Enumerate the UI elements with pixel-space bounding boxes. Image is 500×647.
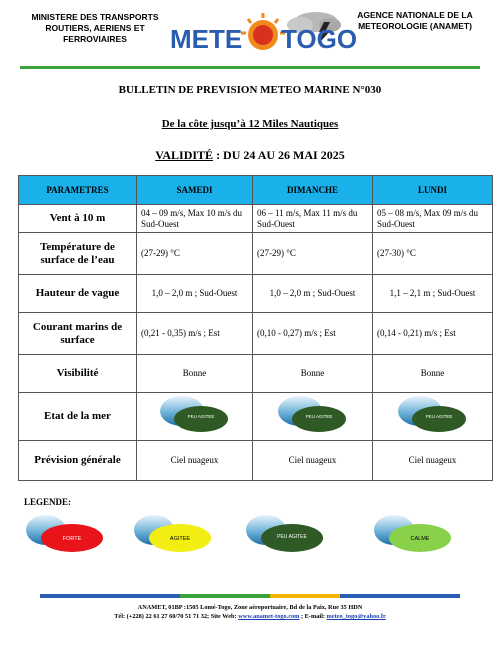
sea-state-cell	[253, 393, 373, 441]
legend-item-agitee	[132, 512, 214, 556]
validity-line	[0, 148, 500, 163]
logo-text-left: METE	[170, 24, 243, 54]
column-header: DIMANCHE	[253, 176, 373, 205]
sea-state-cell	[137, 393, 253, 441]
value-cell: Ciel nuageux	[373, 441, 493, 481]
param-cell: Courant marins de surface	[19, 313, 137, 355]
table-row	[19, 313, 493, 355]
legend-label: PEU AGITEE	[277, 534, 307, 540]
footer-address: ANAMET, 01BP :1505 Lomé-Togo, Zone aéroportuaire, Bd de la Paix, Rue 35 HDN	[137, 604, 363, 611]
table-row	[19, 355, 493, 393]
bulletin-title: BULLETIN DE PREVISION METEO MARINE N°030	[118, 84, 382, 96]
table-row	[19, 441, 493, 481]
value-cell: (27-30) °C	[373, 233, 493, 275]
validity-label: VALIDITÉ	[155, 148, 214, 162]
table-row	[19, 393, 493, 441]
sea-state-cell	[373, 393, 493, 441]
sea-state-badge	[158, 394, 232, 434]
sea-state-label: PEU AGITEE	[305, 414, 332, 419]
sea-state-label: PEU AGITEE	[187, 414, 214, 419]
legend-label: AGITEE	[169, 536, 191, 542]
agency-name	[350, 10, 480, 32]
logo-text-right: TOGO	[281, 24, 358, 54]
legend-label: FORTE	[62, 536, 82, 542]
legend-item-peu-agitee	[244, 512, 326, 556]
param-cell: Visibilité	[19, 355, 137, 393]
value-cell: Bonne	[373, 355, 493, 393]
column-header: SAMEDI	[137, 176, 253, 205]
table-header-row	[19, 176, 493, 205]
value-cell: Bonne	[253, 355, 373, 393]
table-row	[19, 233, 493, 275]
value-cell: Bonne	[137, 355, 253, 393]
agency-line-2: METEOROLOGIE (ANAMET)	[358, 21, 472, 31]
column-header: LUNDI	[373, 176, 493, 205]
value-cell: (0,10 - 0,27) m/s ; Est	[253, 313, 373, 355]
value-cell: Ciel nuageux	[137, 441, 253, 481]
value-cell: 04 – 09 m/s, Max 10 m/s du Sud-Ouest	[137, 205, 253, 233]
value-cell: 06 – 11 m/s, Max 11 m/s du Sud-Ouest	[253, 205, 373, 233]
legend-label: CALME	[410, 536, 430, 542]
param-cell: Température de surface de l’eau	[19, 233, 137, 275]
value-cell: 1,1 – 2,1 m ; Sud-Ouest	[373, 275, 493, 313]
email-link[interactable]: meteo_togo@yahoo.fr	[326, 613, 386, 620]
value-cell: Ciel nuageux	[253, 441, 373, 481]
value-cell: 1,0 – 2,0 m ; Sud-Ouest	[253, 275, 373, 313]
param-cell: Vent à 10 m	[19, 205, 137, 233]
agency-line-1: AGENCE NATIONALE DE LA	[357, 10, 473, 20]
legend-item-forte	[24, 512, 106, 556]
footer-color-bar	[40, 594, 460, 598]
sea-state-badge	[396, 394, 470, 434]
forecast-table	[18, 175, 493, 481]
param-cell: Etat de la mer	[19, 393, 137, 441]
footer-phone: Tél: (+228) 22 61 27 60/70 51 71 32; Site Web:	[114, 613, 239, 620]
value-cell: (0,14 - 0,21) m/s ; Est	[373, 313, 493, 355]
value-cell: (0,21 - 0,35) m/s ; Est	[137, 313, 253, 355]
meteo-togo-logo	[168, 8, 358, 58]
param-cell: Hauteur de vague	[19, 275, 137, 313]
ministry-line-2: ROUTIERS, AERIENS ET FERROVIAIRES	[45, 23, 145, 44]
value-cell: 05 – 08 m/s, Max 09 m/s du Sud-Ouest	[373, 205, 493, 233]
website-link[interactable]: www.anamet-togo.com	[238, 613, 300, 620]
legend-title: LEGENDE:	[24, 497, 72, 507]
table-row	[19, 275, 493, 313]
table-row	[19, 205, 493, 233]
value-cell: 1,0 – 2,0 m ; Sud-Ouest	[137, 275, 253, 313]
param-cell: Prévision générale	[19, 441, 137, 481]
value-cell: (27-29) °C	[253, 233, 373, 275]
zone-subtitle: De la côte jusqu’à 12 Miles Nautiques	[161, 118, 339, 130]
sea-state-label: PEU AGITEE	[425, 414, 452, 419]
footer-email-prefix: ; E-mail:	[299, 613, 327, 620]
sea-state-badge	[276, 394, 350, 434]
ministry-line-1: MINISTERE DES TRANSPORTS	[31, 12, 159, 22]
sun-icon	[241, 13, 285, 50]
header-divider	[20, 66, 480, 69]
column-header: PARAMETRES	[19, 176, 137, 205]
value-cell: (27-29) °C	[137, 233, 253, 275]
footer-contact	[0, 613, 500, 620]
validity-value: : DU 24 AU 26 MAI 2025	[213, 148, 345, 162]
ministry-name	[20, 12, 170, 45]
legend-item-calme	[372, 512, 454, 556]
